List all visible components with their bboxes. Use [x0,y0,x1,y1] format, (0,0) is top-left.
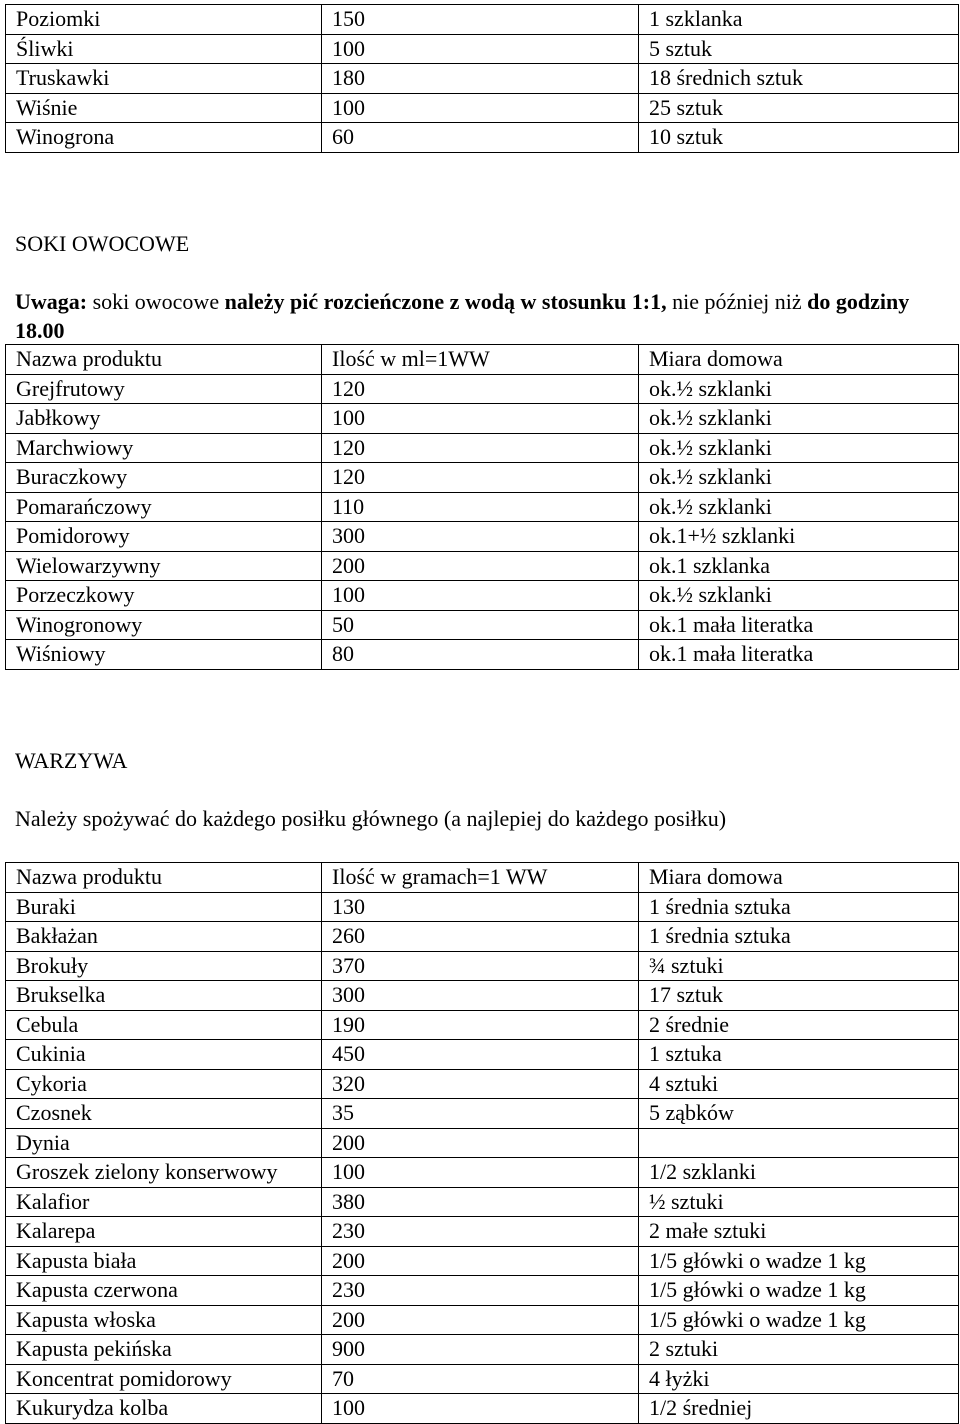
product-name-cell: Kapusta czerwona [6,1276,322,1306]
table-row [6,1394,959,1424]
quantity-cell: 80 [322,640,639,670]
household-measure-cell: ok.½ szklanki [639,463,959,493]
product-name-cell: Winogrona [6,123,322,153]
quantity-cell: 100 [322,581,639,611]
household-measure-cell: 2 małe sztuki [639,1217,959,1247]
column-header: Ilość w gramach=1 WW [322,863,639,893]
household-measure-cell: ok.½ szklanki [639,433,959,463]
table-header-row [6,345,959,375]
household-measure-cell: 5 ząbków [639,1099,959,1129]
column-header: Nazwa produktu [6,863,322,893]
household-measure-cell: ok.½ szklanki [639,492,959,522]
juices-note [15,287,945,345]
product-name-cell: Porzeczkowy [6,581,322,611]
table-row [6,1158,959,1188]
table-row [6,1069,959,1099]
table-row [6,922,959,952]
product-name-cell: Winogronowy [6,610,322,640]
table-row [6,34,959,64]
quantity-cell: 200 [322,1246,639,1276]
quantity-cell: 150 [322,5,639,35]
table-row [6,1335,959,1365]
product-name-cell: Grejfrutowy [6,374,322,404]
quantity-cell: 60 [322,123,639,153]
household-measure-cell: 1 średnia sztuka [639,922,959,952]
product-name-cell: Poziomki [6,5,322,35]
quantity-cell: 900 [322,1335,639,1365]
vegetables-note: Należy spożywać do każdego posiłku głównego (a najlepiej do każdego posiłku) [15,806,727,831]
household-measure-cell: ½ sztuki [639,1187,959,1217]
table-row [6,433,959,463]
table-row [6,492,959,522]
table-row [6,1099,959,1129]
product-name-cell: Marchwiowy [6,433,322,463]
household-measure-cell: 2 średnie [639,1010,959,1040]
table-row [6,522,959,552]
quantity-cell: 260 [322,922,639,952]
column-header: Miara domowa [639,863,959,893]
product-name-cell: Cukinia [6,1040,322,1070]
quantity-cell: 180 [322,64,639,94]
household-measure-cell: ok.½ szklanki [639,404,959,434]
fruits-table [5,4,959,153]
table-row [6,1276,959,1306]
product-name-cell: Kapusta włoska [6,1305,322,1335]
product-name-cell: Wiśnie [6,93,322,123]
household-measure-cell: 25 sztuk [639,93,959,123]
quantity-cell: 380 [322,1187,639,1217]
table-header-row [6,863,959,893]
household-measure-cell: 1 sztuka [639,1040,959,1070]
quantity-cell: 120 [322,374,639,404]
product-name-cell: Koncentrat pomidorowy [6,1364,322,1394]
table-row [6,640,959,670]
quantity-cell: 120 [322,463,639,493]
household-measure-cell: ok.1 mała literatka [639,640,959,670]
household-measure-cell: 17 sztuk [639,981,959,1011]
table-row [6,1364,959,1394]
juices-heading: SOKI OWOCOWE [15,231,190,256]
quantity-cell: 190 [322,1010,639,1040]
product-name-cell: Pomidorowy [6,522,322,552]
household-measure-cell: 2 sztuki [639,1335,959,1365]
quantity-cell: 110 [322,492,639,522]
product-name-cell: Cykoria [6,1069,322,1099]
household-measure-cell: 1 szklanka [639,5,959,35]
vegetables-heading: WARZYWA [15,748,128,773]
household-measure-cell: ok.1 mała literatka [639,610,959,640]
table-row [6,5,959,35]
quantity-cell: 100 [322,1158,639,1188]
table-row [6,1128,959,1158]
product-name-cell: Bakłażan [6,922,322,952]
product-name-cell: Groszek zielony konserwowy [6,1158,322,1188]
product-name-cell: Wielowarzywny [6,551,322,581]
product-name-cell: Kalafior [6,1187,322,1217]
product-name-cell: Kalarepa [6,1217,322,1247]
quantity-cell: 320 [322,1069,639,1099]
product-name-cell: Wiśniowy [6,640,322,670]
product-name-cell: Truskawki [6,64,322,94]
table-row [6,374,959,404]
household-measure-cell: ¾ sztuki [639,951,959,981]
household-measure-cell: ok.½ szklanki [639,581,959,611]
table-row [6,463,959,493]
quantity-cell: 70 [322,1364,639,1394]
table-row [6,892,959,922]
quantity-cell: 370 [322,951,639,981]
product-name-cell: Pomarańczowy [6,492,322,522]
household-measure-cell [639,1128,959,1158]
quantity-cell: 200 [322,551,639,581]
product-name-cell: Śliwki [6,34,322,64]
note-text: nie później niż [666,289,808,314]
product-name-cell: Cebula [6,1010,322,1040]
household-measure-cell: 1/5 główki o wadze 1 kg [639,1246,959,1276]
note-text: soki owocowe [87,289,225,314]
table-row [6,1305,959,1335]
column-header: Miara domowa [639,345,959,375]
household-measure-cell: 1 średnia sztuka [639,892,959,922]
table-row [6,1217,959,1247]
table-row [6,1187,959,1217]
household-measure-cell: ok.½ szklanki [639,374,959,404]
table-row [6,981,959,1011]
note-label: Uwaga: [15,289,88,314]
quantity-cell: 100 [322,93,639,123]
household-measure-cell: 18 średnich sztuk [639,64,959,94]
quantity-cell: 450 [322,1040,639,1070]
table-row [6,1040,959,1070]
quantity-cell: 200 [322,1128,639,1158]
quantity-cell: 100 [322,34,639,64]
product-name-cell: Buraczkowy [6,463,322,493]
table-row [6,404,959,434]
product-name-cell: Brokuły [6,951,322,981]
product-name-cell: Jabłkowy [6,404,322,434]
column-header: Nazwa produktu [6,345,322,375]
household-measure-cell: 10 sztuk [639,123,959,153]
vegetables-table [5,862,959,1424]
table-row [6,1246,959,1276]
product-name-cell: Kapusta pekińska [6,1335,322,1365]
table-row [6,64,959,94]
household-measure-cell: 1/5 główki o wadze 1 kg [639,1276,959,1306]
table-row [6,951,959,981]
juices-table [5,344,959,670]
product-name-cell: Buraki [6,892,322,922]
quantity-cell: 130 [322,892,639,922]
table-row [6,581,959,611]
table-row [6,93,959,123]
product-name-cell: Kapusta biała [6,1246,322,1276]
household-measure-cell: 5 sztuk [639,34,959,64]
household-measure-cell: 4 sztuki [639,1069,959,1099]
table-row [6,123,959,153]
quantity-cell: 50 [322,610,639,640]
household-measure-cell: ok.1 szklanka [639,551,959,581]
household-measure-cell: 1/5 główki o wadze 1 kg [639,1305,959,1335]
quantity-cell: 230 [322,1276,639,1306]
product-name-cell: Dynia [6,1128,322,1158]
quantity-cell: 35 [322,1099,639,1129]
quantity-cell: 230 [322,1217,639,1247]
product-name-cell: Kukurydza kolba [6,1394,322,1424]
table-row [6,551,959,581]
household-measure-cell: 4 łyżki [639,1364,959,1394]
quantity-cell: 120 [322,433,639,463]
table-row [6,1010,959,1040]
note-emphasis: do godziny 18.00 [15,289,910,343]
product-name-cell: Czosnek [6,1099,322,1129]
quantity-cell: 100 [322,1394,639,1424]
household-measure-cell: ok.1+½ szklanki [639,522,959,552]
note-emphasis: należy pić rozcieńczone z wodą w stosunku 1:1, [224,289,667,314]
quantity-cell: 200 [322,1305,639,1335]
quantity-cell: 300 [322,981,639,1011]
household-measure-cell: 1/2 średniej [639,1394,959,1424]
household-measure-cell: 1/2 szklanki [639,1158,959,1188]
product-name-cell: Brukselka [6,981,322,1011]
quantity-cell: 100 [322,404,639,434]
column-header: Ilość w ml=1WW [322,345,639,375]
table-row [6,610,959,640]
quantity-cell: 300 [322,522,639,552]
